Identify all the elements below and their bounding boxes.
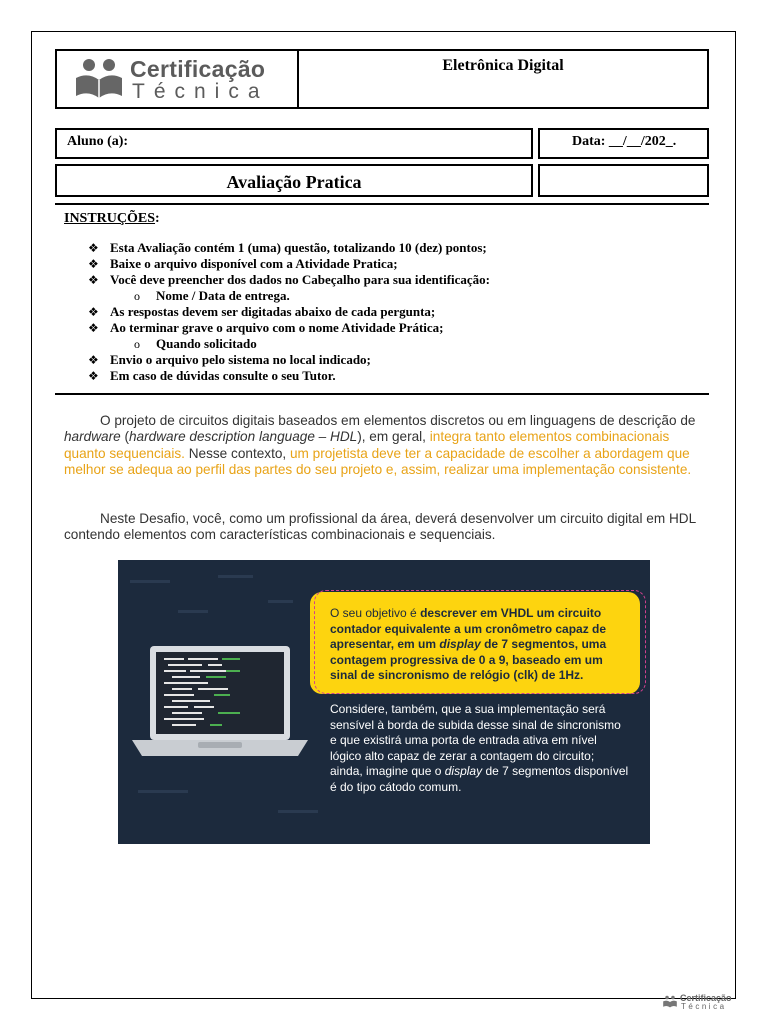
certificacao-tecnica-logo [72, 56, 282, 104]
diamond-bullet-icon: ❖ [88, 241, 99, 255]
diamond-bullet-icon: ❖ [88, 273, 99, 287]
list-item: ❖ As respostas devem ser digitadas abaixo de cada pergunta; [88, 304, 436, 319]
diamond-bullet-icon: ❖ [88, 353, 99, 367]
footer-logo-line1: Certificação [680, 993, 732, 1003]
list-item: ❖ Em caso de dúvidas consulte o seu Tutor. [88, 368, 336, 383]
objective-text: O seu objetivo é descrever em VHDL um circuito contador equivalente a um cronômetro capaz de apresentar, em um display de 7 segmentos, uma contagem progressiva de 0 a 9, baseado em um sinal de sincronismo de relógio (clk) de 1Hz. [330, 606, 607, 682]
circle-bullet-icon: o [134, 337, 140, 351]
student-field: Aluno (a): [55, 128, 533, 159]
diamond-bullet-icon: ❖ [88, 369, 99, 383]
instructions-heading: INSTRUÇÕES: [64, 211, 160, 226]
list-item: ❖ Ao terminar grave o arquivo com o nome Atividade Prática; [88, 320, 444, 335]
divider [55, 203, 709, 205]
consider-text: Considere, também, que a sua implementação será sensível à borda de subida desse sinal de sincronismo e que existirá uma porta de entrada ativa em nível lógico alto capaz de zerar a contagem do circuito; ainda, imagine que o display de 7 segmentos disponível é do tipo cátodo comum. [330, 702, 629, 794]
footer-logo [662, 991, 738, 1015]
readers-book-icon [662, 994, 678, 1010]
list-item: ❖ Baixe o arquivo disponível com a Atividade Pratica; [88, 256, 398, 271]
footer-logo-line2: Técnica [681, 1002, 727, 1011]
diamond-bullet-icon: ❖ [88, 257, 99, 271]
readers-book-icon [72, 56, 126, 104]
list-subitem: o Quando solicitado [134, 336, 257, 351]
list-subitem: o Nome / Data de entrega. [134, 288, 290, 303]
logo-line1: Certificação [130, 56, 266, 82]
grade-cell [538, 164, 709, 197]
diamond-bullet-icon: ❖ [88, 305, 99, 319]
logo-line2: Técnica [132, 80, 269, 103]
challenge-banner [118, 560, 650, 844]
challenge-paragraph: Neste Desafio, você, como um profissional da área, deverá desenvolver um circuito digital em HDL contendo elementos com características combinacionais e sequenciais. [64, 511, 696, 543]
diamond-bullet-icon: ❖ [88, 321, 99, 335]
circle-bullet-icon: o [134, 289, 140, 303]
intro-paragraph: O projeto de circuitos digitais baseados em elementos discretos ou em linguagens de descrição de hardware (hardware description language – HDL), em geral, integra tanto elementos combinacionais quanto sequenciais. Nesse contexto, um projetista deve ter a capacidade de escolher a abordagem que melhor se adequa ao perfil das partes do seu projeto e, assim, realizar uma implementação consistente. [64, 413, 696, 477]
divider [55, 393, 709, 395]
list-item: ❖ Esta Avaliação contém 1 (uma) questão, totalizando 10 (dez) pontos; [88, 240, 487, 255]
subject-title: Eletrônica Digital [297, 49, 709, 109]
date-field: Data: __/__/202_. [538, 128, 709, 159]
page-title: Avaliação Pratica [55, 164, 533, 197]
list-item: ❖ Envio o arquivo pelo sistema no local indicado; [88, 352, 371, 367]
list-item: ❖ Você deve preencher dos dados no Cabeçalho para sua identificação: [88, 272, 491, 287]
instructions-list [88, 240, 490, 384]
